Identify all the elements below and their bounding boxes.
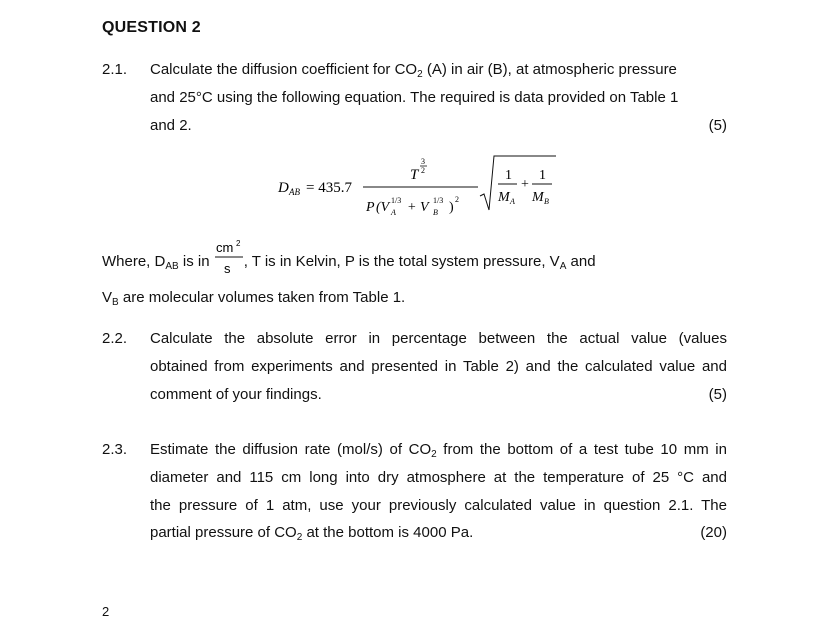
unit-numerator: cm (215, 240, 234, 256)
q22-line-1: Calculate the absolute error in percentage between the actual value (values (150, 330, 727, 347)
question-heading: QUESTION 2 (102, 19, 201, 36)
eq-lhs: D (278, 180, 289, 196)
q22-marks: (5) (708, 386, 727, 403)
eq-num-exp-bot: 2 (421, 166, 425, 175)
q21-line-1: Calculate the diffusion coefficient for $CO_2$ (A) in air (B), at atmospheric pressure (150, 61, 677, 80)
eq-den-square: 2 (455, 195, 459, 204)
unit-denominator: s (223, 261, 231, 277)
eq-sqrt-ma-sub: A (510, 197, 515, 206)
page-number: 2 (102, 604, 110, 619)
eq-num-t: T (410, 167, 419, 183)
eq-den-exp-b: 1/3 (433, 196, 444, 205)
eq-den-sub-a: A (391, 208, 396, 217)
eq-sqrt-one-b: 1 (539, 168, 546, 183)
eq-den-plus: + V (407, 200, 429, 215)
q22-line-3: comment of your findings. (150, 386, 322, 403)
eq-num-exp-top: 3 (421, 157, 425, 166)
q23-marks: (20) (700, 524, 727, 541)
q22-line-2: obtained from experiments and presented in Table 2) and the calculated value and (150, 358, 727, 375)
eq-equals: = 435.7 (306, 180, 352, 196)
where-line-2: $V_B$ are molecular volumes taken from Table 1. (102, 289, 406, 308)
eq-den-sub-b: B (433, 208, 438, 217)
q22-number: 2.2. (102, 330, 128, 347)
q23-line-1: Estimate the diffusion rate (mol/s) of $CO_2$ from the bottom of a test tube 10 mm in (150, 441, 727, 460)
diffusion-equation (270, 152, 570, 218)
eq-sqrt-plus: + (521, 177, 529, 192)
unit-numerator-sup: 2 (235, 240, 241, 249)
where-line-1: Where, $D_{AB}$ is in cm 2 s , T is in Kelvin, P is the total system pressure, $V_A$ and (102, 240, 596, 277)
q23-line-4: partial pressure of $CO_2$ at the bottom is 4000 Pa. (150, 524, 474, 543)
unit-fraction (214, 240, 244, 277)
q23-number: 2.3. (102, 441, 128, 458)
q23-line-3: the pressure of 1 atm, use your previously calculated value in question 2.1. The (150, 497, 727, 514)
eq-sqrt-one-a: 1 (505, 168, 512, 183)
eq-den-close: ) (449, 200, 454, 215)
q21-line-3: and 2. (150, 117, 192, 134)
eq-sqrt-ma: M (498, 190, 510, 205)
q21-number: 2.1. (102, 61, 128, 78)
q21-line-2: and 25°C using the following equation. The required is data provided on Table 1 (150, 89, 679, 106)
q21-marks: (5) (708, 117, 727, 134)
eq-den-exp-a: 1/3 (391, 196, 402, 205)
eq-den-open: (V (376, 200, 390, 215)
q23-line-2: diameter and 115 cm long into dry atmosphere at the temperature of 25 °C and (150, 469, 727, 486)
eq-sqrt-mb-sub: B (544, 197, 549, 206)
eq-sqrt-mb: M (532, 190, 544, 205)
eq-den-p: P (366, 200, 375, 215)
eq-lhs-sub: AB (289, 187, 300, 197)
